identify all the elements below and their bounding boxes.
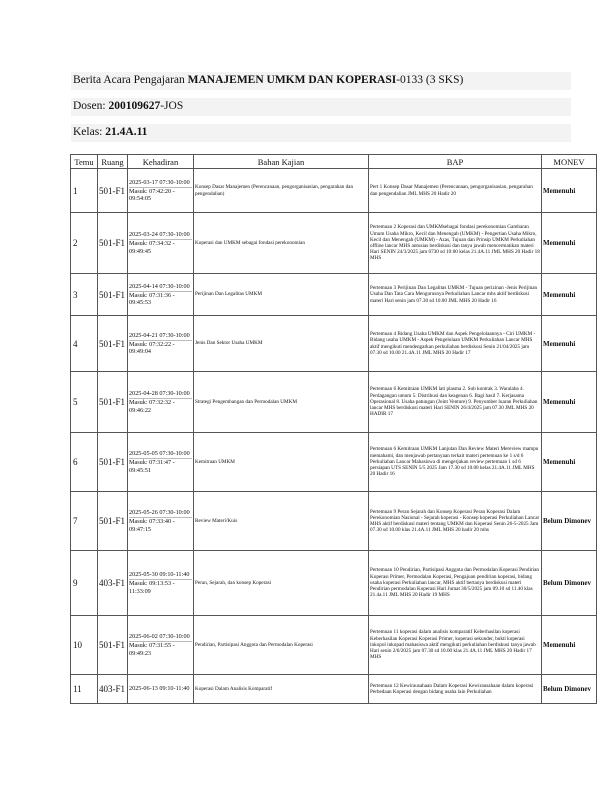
kehadiran-jadwal: 2025-06-13 09:10-11:40 (129, 685, 190, 693)
kehadiran-jadwal: 2025-05-26 07:30-10:00 (129, 509, 190, 517)
kelas-line (71, 124, 571, 142)
kehadiran-masuk: Masuk: 07:31:47 - 09:45:51 (129, 459, 175, 474)
cell-ruang: 501-F1 (98, 372, 128, 433)
cell-bahan-kajian: Strategi Pengembangan dan Permodalan UMKM (194, 372, 369, 433)
kehadiran-masuk: Masuk: 07:33:40 - 09:47:15 (129, 518, 175, 533)
cell-bap: Pertemuan 10 Pendirian, Partisipasi Anggota dan Permodalan Koperasi Pendirian Koperasi Primer, Permodalan Koperasi, Pengajuan pendirian koperasi, bidang usaha koperasi Perkuliahan lancar, MHS aktif bertanya berdiskusi materi Pendirian permodalan Koperasi Hari Jumat 30/5/2025 jam 09.10 sd 11.40 klas 21.4a.11 JML MHS 20 Hadir 19 MHS (369, 551, 542, 616)
cell-temu: 9 (71, 551, 98, 616)
col-header-monev: MONEV (542, 155, 597, 169)
cell-bahan-kajian: Peran, Sejarah, dan konsep Koperasi (194, 551, 369, 616)
kehadiran-jadwal: 2025-05-05 07:30-10:00 (129, 450, 190, 458)
cell-ruang: 501-F1 (98, 316, 128, 372)
cell-temu: 4 (71, 316, 98, 372)
kehadiran-jadwal: 2025-04-28 07:30-10:00 (129, 390, 190, 398)
cell-bahan-kajian: Konsep Dasar Manajemen (Perencanaan, pengorganisasian, pengarahan dan pengendalian) (194, 169, 369, 213)
cell-monev: Memenuhi (542, 372, 597, 433)
cell-bap: Pertemuan 6 Kemitraan UMKM lati plasma 2. Sub kontrak 3. Waralaba 4. Perdagangan umum 5. Distribusi dan keagenan 6. Bagi hasil 7. Kerjasama Operasional 8. Usaha patungan (Joint Venture) 9. Penyumber luaran Perkuliahan lancar MHS berdiskusi materi Hari SENIN 26/4/2025 jam 07.30 JML MHS 20 HADIR 17 (369, 372, 542, 433)
kelas-value: 21.4A.11 (105, 126, 148, 138)
course-suffix: -0133 (3 SKS) (396, 74, 464, 86)
table-row (71, 492, 597, 551)
kehadiran-jadwal: 2025-05-30 09:10-11:40 (129, 571, 190, 579)
table-row (71, 316, 597, 372)
cell-bahan-kajian: Perijinan Dan Legalitas UMKM (194, 274, 369, 316)
cell-bap: Pertemuan 6 Kemitraan UMKM Lanjutan Dan Review Materi Mereview mampu memahami, dan menjawab pertanyaan terkait materi pertemuan ke 1 s/d 6 Perkuliahan Lancar Mahasiswa di mengerjakan review pertemuan 1 sd 6 persiapan UTS SENIN 5/5 2025 Jam 17.30 sd 10.00 kelas 21.4A.11 JML MHS 20 Hadir 16 (369, 433, 542, 492)
kehadiran-jadwal: 2025-04-21 07:30-10:00 (129, 331, 190, 339)
cell-kehadiran (128, 551, 194, 616)
kehadiran-jadwal: 2025-06-02 07:30-10:00 (129, 633, 190, 641)
cell-monev: Belum Dimonev (542, 551, 597, 616)
cell-temu: 2 (71, 213, 98, 274)
kehadiran-masuk: Masuk: 07:31:36 - 09:45:53 (129, 291, 175, 307)
kehadiran-masuk: Masuk: 07:34:32 - 09:49:45 (129, 240, 175, 255)
cell-kehadiran (128, 169, 194, 213)
dosen-line (71, 98, 571, 116)
cell-bahan-kajian: Jenis Dan Sektor Usaha UMKM (194, 316, 369, 372)
kehadiran-masuk: Masuk: 09:13:53 - 11:33:09 (129, 580, 175, 595)
cell-monev: Memenuhi (542, 316, 597, 372)
course-name: MANAJEMEN UMKM DAN KOPERASI (187, 74, 397, 86)
cell-bap: Pertemuan 9 Peran Sejarah dan Konsep Koperasi Peran Koperasi Dalam Perekonomian Nasional - Sejarah koperasi - Konsep koperasi Perkuliahan Lancar MHS aktif berdiskusi materi tentang UMKM dan Koperasi Senin 26-5-2025 Jam 07.30 sd 10.00 klas 21.4A.11 JML MHS 20 hadir 20 mhs (369, 492, 542, 551)
table-row (71, 274, 597, 316)
cell-ruang: 501-F1 (98, 213, 128, 274)
cell-monev: Belum Dimonev (542, 492, 597, 551)
cell-ruang: 501-F1 (98, 433, 128, 492)
col-header-temu: Temu (71, 155, 98, 169)
cell-kehadiran (128, 213, 194, 274)
table-row (71, 433, 597, 492)
col-header-kehadiran: Kehadiran (128, 155, 194, 169)
dosen-suffix: -JOS (160, 100, 184, 112)
cell-temu: 10 (71, 616, 98, 675)
cell-bahan-kajian: Kemitraan UMKM (194, 433, 369, 492)
cell-ruang: 403-F1 (98, 551, 128, 616)
cell-temu: 7 (71, 492, 98, 551)
cell-bahan-kajian: Review Materi/Kuis (194, 492, 369, 551)
cell-bahan-kajian: Pendirian, Partisipasi Anggota dan Permodalan Koperasi (194, 616, 369, 675)
cell-kehadiran (128, 675, 194, 704)
kehadiran-masuk: Masuk: 07:42:20 - 09:54:05 (129, 187, 175, 203)
dosen-id: 200109627 (108, 100, 161, 112)
cell-monev: Memenuhi (542, 169, 597, 213)
cell-bap: Pertemuan 4 Bidang Usaha UMKM dan Aspek Pengelolaannya - Ciri UMKM - Bidang usaha UMKM - Aspek Pengelolaan UMKM Perkuliahan Lancar MHS aktif mengikuti mendengarkan perkuliahan berdiskusi Senin 21/04/2025 jam 07.30 sd 10.00 21.4A.11 JML MHS 20 Hadir 17 (369, 316, 542, 372)
col-header-ruang: Ruang (98, 155, 128, 169)
cell-ruang: 501-F1 (98, 169, 128, 213)
cell-monev: Memenuhi (542, 433, 597, 492)
cell-bap: Pertemuan 11 koperasi dalam analisis komparatif Keberhasilan koperasi Keberhasilan Koperasi Koperasi Primer, koperasi sekunder, bukti koperasi inkopol inkopad mahasiswa aktif mengikuti perkuliahan berdiskusi tanya jawab Hari senin 2/6/2025 jam 07.30 sd 10.00 klas 21.4A.11 JML MHS 20 Hadir 17 MHS (369, 616, 542, 675)
cell-temu: 3 (71, 274, 98, 316)
cell-temu: 5 (71, 372, 98, 433)
cell-kehadiran (128, 372, 194, 433)
table-row (71, 169, 597, 213)
kehadiran-masuk: Masuk: 07:31:55 - 09:49:23 (129, 642, 175, 657)
cell-bap: Pertemuan 2 Koperasi dan UMKMsebagai fondasi perekonomian Gambaran Umum Usaha Mikro, Kecil dan Menengah (UMKM) - Pengertian Usaha Mikro, Kecil dan Menengah (UMKM) - Azas, Tujuan dan Prinsip UMKM Perkuliahan offline lancar MHS antusias berdiskusi dan tanya jawab mencermatikan materi Hari SENIN 24/3/2025 jam 0730 sd 10:00 kelas 21.4A.11 JML MHS 20 Hadir 18 MHS (369, 213, 542, 274)
cell-monev: Memenuhi (542, 274, 597, 316)
cell-temu: 11 (71, 675, 98, 704)
cell-kehadiran (128, 433, 194, 492)
course-prefix: Berita Acara Pengajaran (73, 74, 188, 86)
cell-kehadiran (128, 316, 194, 372)
cell-monev: Belum Dimonev (542, 675, 597, 704)
col-header-bap: BAP (369, 155, 542, 169)
kelas-prefix: Kelas: (73, 126, 106, 138)
cell-bap: Pertemuan 3 Perijinan Dan Legalitas UMKM - Tujuan perizinan -Jenis Perijinan Usaha Dan Tata Cara Mengurusnya Perkuliahan Lancar mhs aktif berdiskusi materi Hari senin jam 07.30 sd 10.00 JML MHS 20 Hadir 16 (369, 274, 542, 316)
cell-bap: Pertemuan 12 Kewirausahaan Dalam Koperasi Kewirausahaan dalam koperasi Perbedaan Koperasi dengan bidang usaha lain Perkuliahan (369, 675, 542, 704)
cell-temu: 1 (71, 169, 98, 213)
cell-temu: 6 (71, 433, 98, 492)
course-title (71, 72, 571, 90)
cell-kehadiran (128, 616, 194, 675)
cell-kehadiran (128, 274, 194, 316)
cell-kehadiran (128, 492, 194, 551)
cell-monev: Memenuhi (542, 213, 597, 274)
col-header-bahan-kajian: Bahan Kajian (194, 155, 369, 169)
dosen-prefix: Dosen: (73, 100, 109, 112)
cell-ruang: 403-F1 (98, 675, 128, 704)
cell-bahan-kajian: Koperasi Dalam Analisis Komparatif (194, 675, 369, 704)
cell-ruang: 501-F1 (98, 274, 128, 316)
cell-ruang: 501-F1 (98, 616, 128, 675)
cell-bahan-kajian: Koperasi dan UMKM sebagai fondasi perekonomian (194, 213, 369, 274)
table-row (71, 213, 597, 274)
bap-table (70, 154, 597, 704)
kehadiran-jadwal: 2025-03-17 07:30-10:00 (129, 178, 190, 186)
table-row (71, 551, 597, 616)
cell-bap: Pert 1 Konsep Dasar Manajemen (Perencanaan, pengorganisasian, pengarahan dan pengendalian JML MHS 20 Hadir 20 (369, 169, 542, 213)
table-row (71, 372, 597, 433)
kehadiran-jadwal: 2025-03-24 07:30-10:00 (129, 231, 190, 239)
kehadiran-masuk: Masuk: 07:32:22 - 09:49:04 (129, 340, 175, 356)
table-header-row (71, 155, 597, 169)
table-row (71, 616, 597, 675)
table-row (71, 675, 597, 704)
cell-ruang: 501-F1 (98, 492, 128, 551)
cell-monev: Memenuhi (542, 616, 597, 675)
kehadiran-jadwal: 2025-04-14 07:30-10:00 (129, 282, 190, 290)
kehadiran-masuk: Masuk: 07:32:32 - 09:46:22 (129, 399, 175, 414)
